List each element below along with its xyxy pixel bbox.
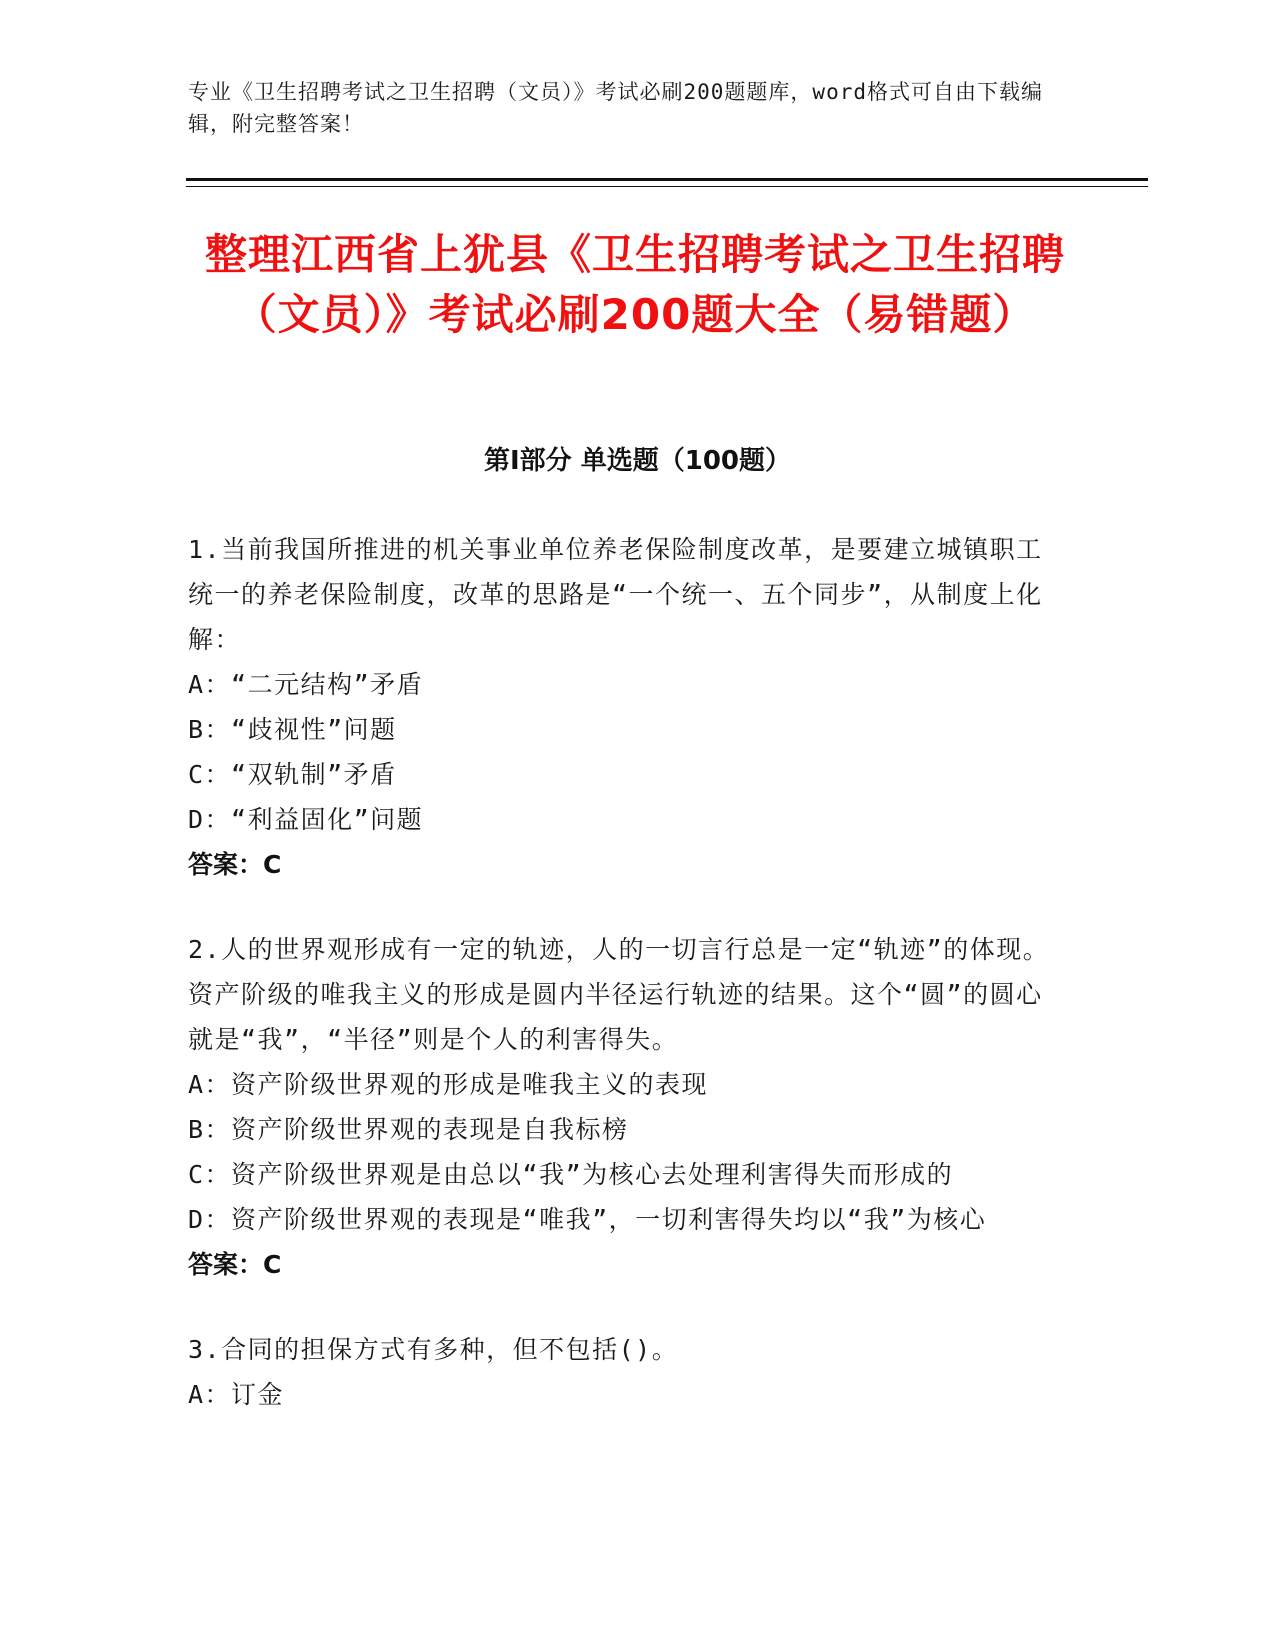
header-divider-thick: [186, 178, 1148, 181]
option-a: A：订金: [188, 1380, 285, 1409]
header-divider-thin: [186, 186, 1148, 187]
question-3: [188, 1327, 1068, 1417]
question-text: 2.人的世界观形成有一定的轨迹，人的一切言行总是一定“轨迹”的体现。资产阶级的唯我主义的形成是圆内半径运行轨迹的结果。这个“圆”的圆心就是“我”，“半径”则是个人的利害得失。: [188, 935, 1050, 1054]
question-2: [188, 927, 1068, 1287]
answer: 答案：C: [188, 1250, 282, 1279]
option-b: B：“歧视性”问题: [188, 715, 397, 744]
question-text: 1.当前我国所推进的机关事业单位养老保险制度改革，是要建立城镇职工统一的养老保险制度，改革的思路是“一个统一、五个同步”，从制度上化解：: [188, 535, 1043, 654]
header-note: 专业《卫生招聘考试之卫生招聘（文员）》考试必刷200题题库，word格式可自由下载编辑，附完整答案！: [188, 80, 1043, 136]
question-1: [188, 527, 1068, 887]
answer: 答案：C: [188, 850, 282, 879]
option-a: A：“二元结构”矛盾: [188, 670, 424, 699]
option-d: D：资产阶级世界观的表现是“唯我”，一切利害得失均以“我”为核心: [188, 1205, 987, 1234]
option-c: C：资产阶级世界观是由总以“我”为核心去处理利害得失而形成的: [188, 1160, 954, 1189]
option-c: C：“双轨制”矛盾: [188, 760, 397, 789]
option-b: B：资产阶级世界观的表现是自我标榜: [188, 1115, 629, 1144]
option-d: D：“利益固化”问题: [188, 805, 424, 834]
option-a: A：资产阶级世界观的形成是唯我主义的表现: [188, 1070, 709, 1099]
document-title: 整理江西省上犹县《卫生招聘考试之卫生招聘（文员）》考试必刷200题大全（易错题）: [204, 230, 1065, 339]
question-text: 3.合同的担保方式有多种，但不包括()。: [188, 1335, 679, 1364]
question-list: [188, 527, 1068, 1457]
section-title: 第Ⅰ部分 单选题（100题）: [484, 446, 791, 476]
